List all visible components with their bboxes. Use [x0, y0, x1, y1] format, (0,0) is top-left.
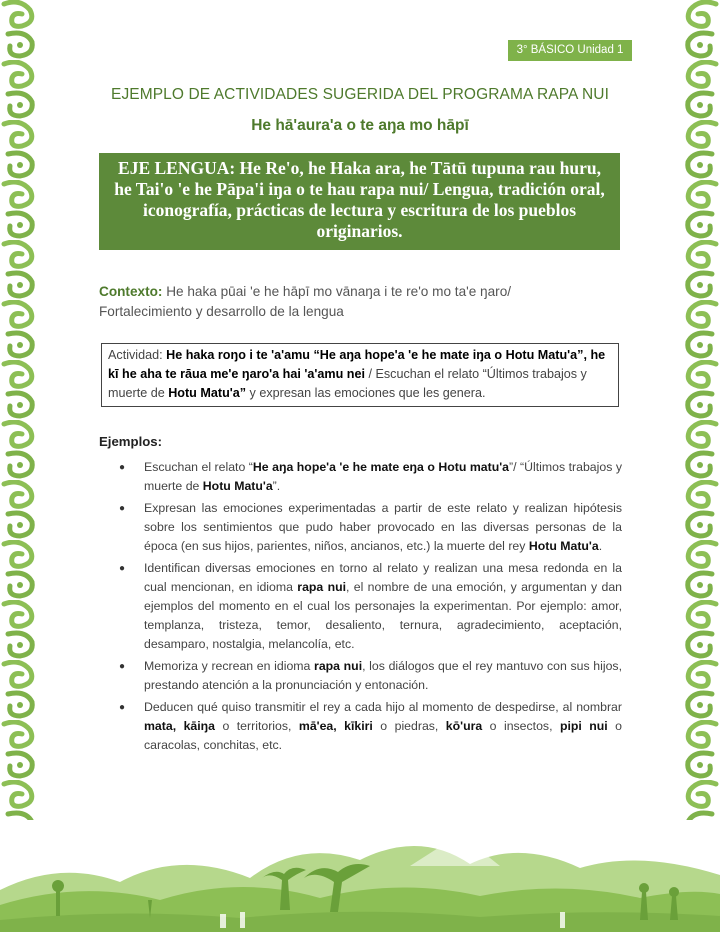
context-label: Contexto:: [99, 284, 163, 299]
landscape-illustration: [0, 820, 720, 932]
activity-name-bold: Hotu Matu'a”: [168, 386, 247, 400]
context-paragraph: [99, 282, 599, 322]
activity-label: Actividad:: [108, 348, 167, 362]
bullet-icon: ●: [119, 563, 126, 574]
grade-unit-badge: 3° BÁSICO Unidad 1: [508, 40, 632, 60]
context-text: He haka pūai 'e he hāpī mo vānaŋa i te re'o mo ta'e ŋaro/ Fortalecimiento y desarrollo de la lengua: [99, 284, 512, 319]
bullet-icon: ●: [119, 661, 126, 672]
page-subtitle: He hā'aura'a o te aŋa mo hāpī: [251, 117, 469, 134]
bullet-icon: ●: [119, 702, 126, 713]
list-item: ● Expresan las emociones experimentadas a partir de este relato y realizan hipótesis sobre los sentimientos que pudo haber provocado en las diversas personas de la época (en sus hijos, parientes, niños, ancianos, etc.) la muerte del rey Hotu Matu'a.: [119, 501, 622, 553]
list-item: ● Memoriza y recrean en idioma rapa nui, los diálogos que el rey mantuvo con sus hijos, prestando atención a la pronunciación y entonación.: [119, 659, 622, 692]
bullet-icon: ●: [119, 462, 126, 473]
list-item: ● Escuchan el relato “He aŋa hope'a 'e he mate eŋa o Hotu matu'a”/ “Últimos trabajos y muerte de Hotu Matu'a”.: [119, 460, 622, 493]
activity-title-rapanui: He haka roŋo i te 'a'amu “He aŋa hope'a 'e he mate iŋa o Hotu Matu'a”, he kī he aha te rāua me'e ŋaro'a hai 'a'amu nei: [108, 348, 606, 381]
bullet-icon: ●: [119, 503, 126, 514]
activity-box: [101, 343, 619, 407]
activity-text-end: y expresan las emociones que les genera.: [246, 386, 486, 400]
examples-list: [99, 458, 622, 758]
eje-banner: EJE LENGUA: He Re'o, he Haka ara, he Tātū tupuna rau huru, he Tai'o 'e he Pāpa'i iŋa o te hau rapa nui/ Lengua, tradición oral, iconografía, prácticas de lectura y escritura de los pueblos originarios.: [99, 153, 620, 250]
badge-underline: [508, 60, 632, 61]
page-title: EJEMPLO DE ACTIVIDADES SUGERIDA DEL PROGRAMA RAPA NUI: [111, 86, 609, 103]
list-item: ● Deducen qué quiso transmitir el rey a cada hijo al momento de despedirse, al nombrar mata, kāiŋa o territorios, mā'ea, kīkiri o piedras, kō'ura o insectos, pipi nui o caracolas, conchitas, etc.: [119, 700, 622, 752]
examples-heading: Ejemplos:: [99, 434, 163, 449]
list-item: ● Identifican diversas emociones en torno al relato y realizan una mesa redonda en la cual mencionan, en idioma rapa nui, el nombre de una emoción, y argumentan y dan ejemplos del momento en el cual los personajes la experimentan. Por ejemplo: amor, templanza, tristeza, temor, desaliento, ternura, agradecimiento, aceptación, desamparo, nostalgia, melancolía, etc.: [119, 561, 623, 651]
activity-text: / Escuchan el relato “Últimos trabajos y muerte de: [108, 367, 587, 400]
